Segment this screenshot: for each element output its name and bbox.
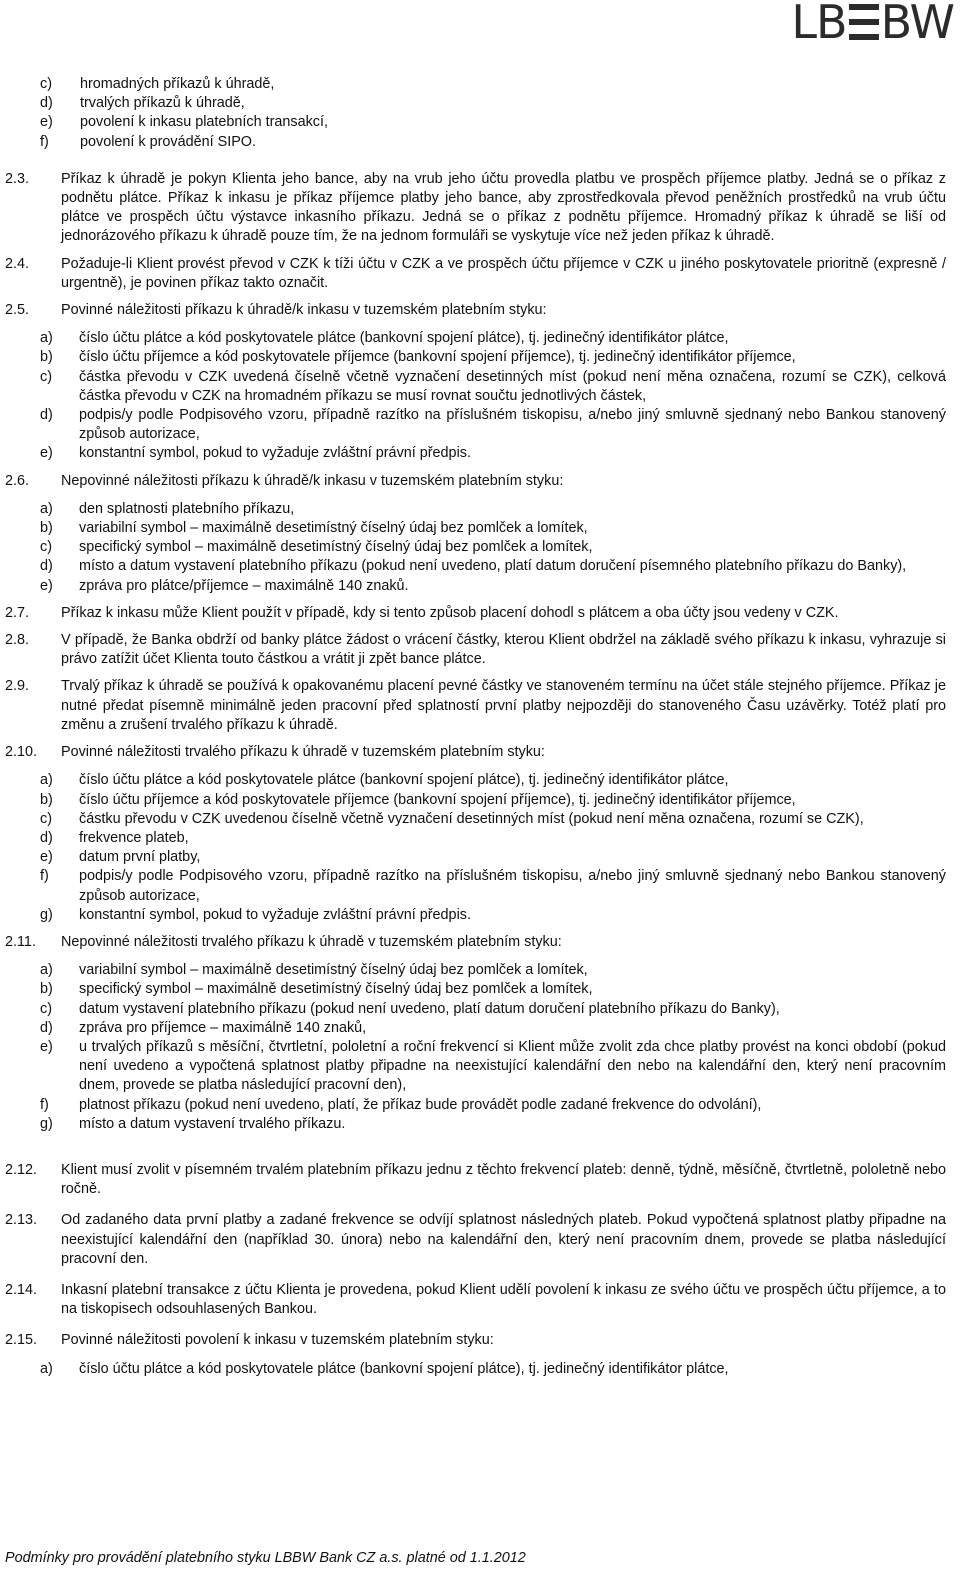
section-2-5-list [0, 329, 960, 463]
list-item: f) podpis/y podle Podpisového vzoru, případně razítko na příslušném tiskopisu, a/nebo jiný smluvně sjednaný nebo Bankou stanovený způsob autorizace, [40, 868, 946, 904]
list-item: b) číslo účtu příjemce a kód poskytovatele příjemce (bankovní spojení příjemce), tj. jedinečný identifikátor příjemce, [40, 349, 796, 366]
list-item: a) číslo účtu plátce a kód poskytovatele plátce (bankovní spojení plátce), tj. jedinečný identifikátor plátce, [40, 772, 729, 789]
intro-list [0, 75, 960, 152]
list-item: a) číslo účtu plátce a kód poskytovatele plátce (bankovní spojení plátce), tj. jedinečný identifikátor plátce, [40, 330, 729, 347]
list-item: c) specifický symbol – maximálně desetimístný číselný údaj bez pomlček a lomítek, [40, 539, 593, 556]
page-footer: Podmínky pro provádění platebního styku LBBW Bank CZ a.s. platné od 1.1.2012 [5, 1550, 526, 1566]
list-item: c) částka převodu v CZK uvedená číselně včetně vyznačení desetinných míst (pokud není měna označena, rozumí se CZK), celková částka převodu v CZK na hromadném příkazu se musí rovnat součtu jednotlivých částek, [40, 368, 946, 404]
section-2-5: 2.5. Povinné náležitosti příkazu k úhradě/k inkasu v tuzemském platebním styku: [5, 302, 547, 319]
list-item: e) datum první platby, [40, 849, 201, 866]
section-2-13: 2.13. Od zadaného data první platby a zadané frekvence se odvíjí splatnost následných plateb. Pokud vypočtená splatnost platby připadne na neexistující kalendářní den (například 30. února) nebo na kalendářní den, který není pracovním dnem, provede se platba následující pracovní den. [5, 1212, 946, 1267]
section-2-9: 2.9. Trvalý příkaz k úhradě se používá k opakovanému placení pevné částky ve stanoveném termínu na účet stále stejného příjemce. Příkaz je nutné předat písemně minimálně jeden pracovní před splatností první platby nejpozději do stanoveného Času uzávěrky. Totéž platí pro změnu a zrušení trvalého příkazu k úhradě. [5, 678, 946, 733]
section-2-10-list [0, 771, 960, 925]
lbbw-logo [791, 0, 954, 49]
section-2-7: 2.7. Příkaz k inkasu může Klient použít v případě, kdy si tento způsob placení dohodl s plátcem a oba účty jsou vedeny v CZK. [5, 604, 839, 621]
list-item: d) zpráva pro příjemce – maximálně 140 znaků, [40, 1019, 367, 1036]
list-item: g) místo a datum vystavení trvalého příkazu. [40, 1115, 346, 1132]
list-item: a) číslo účtu plátce a kód poskytovatele plátce (bankovní spojení plátce), tj. jedinečný identifikátor plátce, [40, 1360, 729, 1377]
list-item: b) specifický symbol – maximálně desetimístný číselný údaj bez pomlček a lomítek, [40, 981, 593, 998]
list-item: d) frekvence plateb, [40, 829, 189, 846]
list-item: b) variabilní symbol – maximálně desetimístný číselný údaj bez pomlček a lomítek, [40, 520, 588, 537]
list-item: c) datum vystavení platebního příkazu (pokud není uvedeno, platí datum doručení platebního příkazu do Banky), [40, 1000, 780, 1017]
list-item: e) povolení k inkasu platebních transakcí, [40, 114, 328, 131]
section-2-15: 2.15. Povinné náležitosti povolení k inkasu v tuzemském platebním styku: [5, 1332, 494, 1349]
list-item: g) konstantní symbol, pokud to vyžaduje zvláštní právní předpis. [40, 906, 471, 923]
section-2-10: 2.10. Povinné náležitosti trvalého příkazu k úhradě v tuzemském platebním styku: [5, 744, 545, 761]
logo-bars-icon [849, 4, 879, 40]
section-2-8: 2.8. V případě, že Banka obdrží od banky plátce žádost o vrácení částky, kterou Klient obdržel na základě svého příkazu k inkasu, vyhrazuje si právo zatížit účet Klienta touto částkou a vrátit ji zpět bance plátce. [5, 632, 946, 668]
list-item: c) částku převodu v CZK uvedenou číselně včetně vyznačení desetinných míst (pokud není měna označena, rozumí se CZK), [40, 810, 864, 827]
section-2-4: 2.4. Požaduje-li Klient provést převod v CZK k tíži účtu v CZK a ve prospěch účtu příjemce v CZK u jiného poskytovatele prioritně (expresně / urgentně), je povinen příkaz takto označit. [5, 255, 946, 291]
list-item: f) platnost příkazu (pokud není uvedeno, platí, že příkaz bude provádět podle zadané frekvence do odvolání), [40, 1096, 762, 1113]
section-2-3: 2.3. Příkaz k úhradě je pokyn Klienta jeho bance, aby na vrub jeho účtu provedla platbu ve prospěch příjemce platby. Jedná se o příkaz z podnětu plátce. Příkaz k inkasu je příkaz příjemce platby jeho bance, aby zprostředkovala převod peněžních prostředků na vrub účtu plátce ve prospěch účtu výstavce inkasního příkazu. Jedná se o příkaz z podnětu příjemce. Hromadný příkaz k úhradě se liší od jednorázového příkazu k úhradě pouze tím, že na jednom formuláři se vyskytuje více než jeden příkaz k úhradě. [5, 170, 946, 245]
section-2-15-list [0, 1360, 960, 1379]
list-item: a) den splatnosti platebního příkazu, [40, 500, 295, 517]
section-2-12: 2.12. Klient musí zvolit v písemném trvalém platebním příkazu jednu z těchto frekvencí plateb: denně, týdně, měsíčně, čtvrtletně, pololetně nebo ročně. [5, 1161, 946, 1198]
list-item: f) povolení k provádění SIPO. [40, 133, 256, 150]
logo-left: LB [791, 0, 847, 49]
list-item: d) místo a datum vystavení platebního příkazu (pokud není uvedeno, platí datum doručení písemného platebního příkazu do Banky), [40, 558, 907, 575]
list-item: d) podpis/y podle Podpisového vzoru, případně razítko na příslušném tiskopisu, a/nebo jiný smluvně sjednaný nebo Bankou stanovený způsob autorizace, [40, 407, 946, 443]
list-item: c) hromadných příkazů k úhradě, [40, 76, 275, 92]
document-body [0, 75, 960, 1379]
section-2-6: 2.6. Nepovinné náležitosti příkazu k úhradě/k inkasu v tuzemském platebním styku: [5, 472, 564, 489]
section-2-11: 2.11. Nepovinné náležitosti trvalého příkazu k úhradě v tuzemském platebním styku: [5, 933, 562, 950]
list-item: a) variabilní symbol – maximálně desetimístný číselný údaj bez pomlček a lomítek, [40, 962, 588, 979]
list-item: b) číslo účtu příjemce a kód poskytovatele příjemce (bankovní spojení příjemce), tj. jedinečný identifikátor příjemce, [40, 791, 796, 808]
list-item: e) u trvalých příkazů s měsíční, čtvrtletní, pololetní a roční frekvencí si Klient může zvolit zda chce platby provést na konci období (pokud není uvedeno a vypočtená splatnost platby připadne na neexistující kalendářní den nebo na kalendářní den, který není pracovním dnem, provede se platba následující pracovní den), [40, 1038, 946, 1094]
section-2-6-list [0, 500, 960, 596]
logo-right: BW [880, 0, 954, 49]
list-item: e) zpráva pro plátce/příjemce – maximálně 140 znaků. [40, 577, 409, 594]
list-item: d) trvalých příkazů k úhradě, [40, 95, 245, 112]
section-2-11-list [0, 961, 960, 1134]
section-2-14: 2.14. Inkasní platební transakce z účtu Klienta je provedena, pokud Klient udělí povolení k inkasu ze svého účtu ve prospěch účtu příjemce, a to na tiskopisech odsouhlasených Bankou. [5, 1281, 946, 1318]
list-item: e) konstantní symbol, pokud to vyžaduje zvláštní právní předpis. [40, 445, 471, 462]
